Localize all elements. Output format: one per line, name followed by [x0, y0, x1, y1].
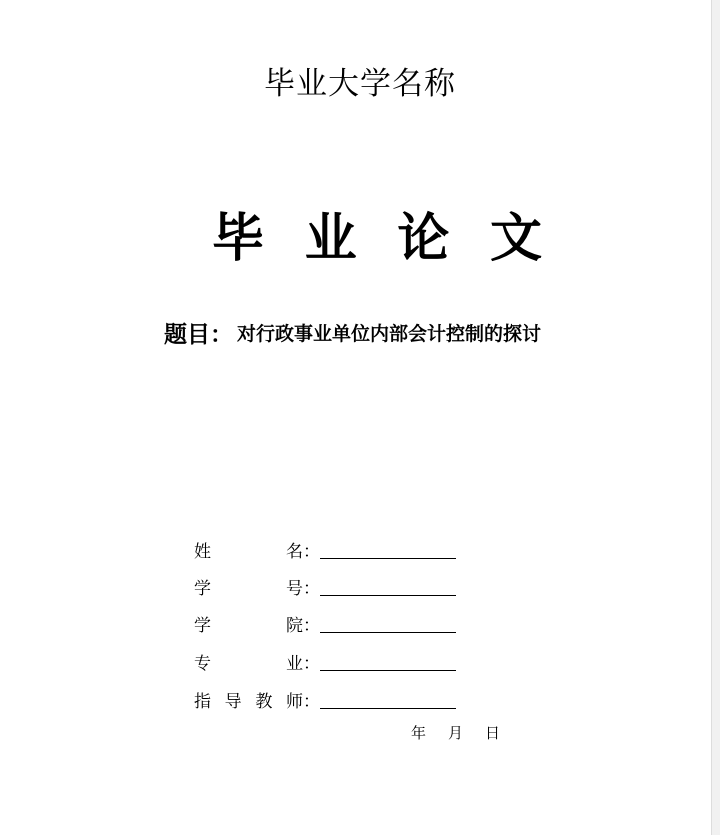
- thesis-title-char: 论: [397, 208, 450, 269]
- college-input-line[interactable]: [320, 632, 456, 633]
- field-label: [194, 611, 320, 636]
- field-label-char: 名：: [286, 541, 320, 562]
- topic-line: [164, 314, 541, 350]
- field-label: [194, 687, 320, 712]
- field-student-id: [194, 573, 456, 599]
- field-label-char: 学: [194, 578, 211, 599]
- field-major: [194, 648, 456, 674]
- field-label-char: 学: [194, 615, 211, 636]
- page-edge: [711, 0, 720, 835]
- thesis-title-char: 文: [489, 208, 542, 269]
- field-label-char: 姓: [194, 541, 211, 562]
- topic-text: 对行政事业单位内部会计控制的探讨: [237, 322, 542, 345]
- field-label-char: 指: [194, 691, 211, 712]
- student-id-input-line[interactable]: [320, 595, 456, 596]
- date-day: 日: [485, 723, 501, 742]
- field-label: [194, 537, 320, 562]
- field-label-char: 业：: [286, 653, 320, 674]
- field-label: [194, 574, 320, 599]
- field-label-char: 专: [194, 653, 211, 674]
- field-college: [194, 610, 456, 636]
- date-month: 月: [448, 723, 464, 742]
- field-label-char: 教: [255, 691, 273, 712]
- field-label-char: 号：: [286, 578, 320, 599]
- thesis-title-char: 业: [304, 208, 357, 269]
- thesis-title: [212, 204, 542, 274]
- major-input-line[interactable]: [320, 670, 456, 671]
- date-line: [411, 719, 522, 745]
- university-name: 毕业大学名称: [264, 66, 456, 102]
- field-label: [194, 649, 320, 674]
- field-label-char: 院：: [286, 615, 320, 636]
- date-year: 年: [411, 723, 427, 742]
- field-label-char: 导: [224, 691, 242, 712]
- field-advisor: [194, 686, 456, 712]
- field-label-char: 师：: [285, 691, 320, 712]
- thesis-title-char: 毕: [212, 208, 265, 269]
- name-input-line[interactable]: [320, 558, 456, 559]
- advisor-input-line[interactable]: [320, 708, 456, 709]
- topic-label: 题目：: [164, 321, 233, 348]
- field-name: [194, 536, 456, 562]
